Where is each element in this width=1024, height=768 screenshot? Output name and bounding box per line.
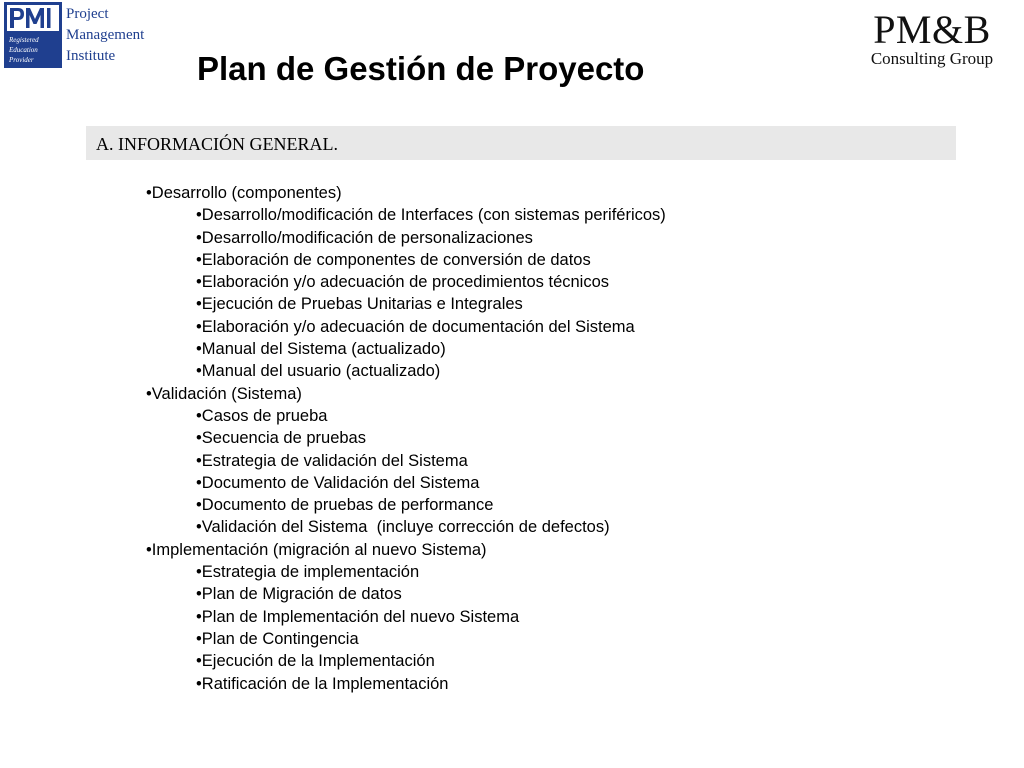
pmi-logo-text [66, 4, 144, 67]
outline-subitem: •Plan de Implementación del nuevo Sistema [196, 607, 520, 626]
pmb-logo-title: PM&B [873, 7, 991, 52]
section-heading: A. INFORMACIÓN GENERAL. [86, 126, 956, 160]
pmi-logo [4, 2, 150, 68]
outline-subitem: •Casos de prueba [196, 406, 328, 425]
outline-subitem: •Desarrollo/modificación de Interfaces (con sistemas periféricos) [196, 206, 666, 225]
outline-list [146, 182, 666, 695]
outline-subitem: •Elaboración y/o adecuación de procedimientos técnicos [196, 273, 610, 292]
outline-subitem: •Plan de Migración de datos [196, 585, 402, 604]
pmi-badge-registered: Registered [9, 36, 39, 44]
outline-subitem: •Desarrollo/modificación de personalizaciones [196, 228, 533, 247]
pmi-logo-line-institute: Institute [66, 48, 116, 64]
outline-subitem: •Documento de Validación del Sistema [196, 473, 480, 492]
outline-subitem: •Manual del Sistema (actualizado) [196, 340, 446, 359]
pmi-logo-line-management: Management [66, 27, 145, 43]
outline-subitem: •Secuencia de pruebas [196, 429, 366, 448]
pmi-badge-education: Education [9, 46, 38, 54]
outline-subitem: •Elaboración de componentes de conversión de datos [196, 250, 591, 269]
pmb-logo [852, 8, 1012, 72]
pmi-badge-provider: Provider [9, 56, 34, 64]
outline-subitem: •Ejecución de la Implementación [196, 652, 435, 671]
outline-item: •Implementación (migración al nuevo Sistema) [146, 540, 487, 559]
pmb-logo-subtitle: Consulting Group [870, 49, 994, 68]
outline-subitem: •Documento de pruebas de performance [196, 496, 494, 515]
outline-subitem: •Ejecución de Pruebas Unitarias e Integrales [196, 295, 523, 314]
outline-subitem: •Validación del Sistema (incluye corrección de defectos) [196, 518, 610, 537]
outline-item: •Validación (Sistema) [146, 384, 302, 403]
outline-subitem: •Estrategia de validación del Sistema [196, 451, 468, 470]
outline-subitem: •Ratificación de la Implementación [196, 674, 449, 693]
outline-subitem: •Manual del usuario (actualizado) [196, 362, 441, 381]
pmi-logo-line-project: Project [66, 6, 109, 22]
outline-subitem: •Elaboración y/o adecuación de documentación del Sistema [196, 317, 635, 336]
page-title: Plan de Gestión de Proyecto [197, 50, 645, 87]
outline-subitem: •Plan de Contingencia [196, 629, 359, 648]
outline-item: •Desarrollo (componentes) [146, 184, 342, 202]
pmi-logo-icon [4, 2, 62, 68]
outline-subitem: •Estrategia de implementación [196, 563, 420, 582]
